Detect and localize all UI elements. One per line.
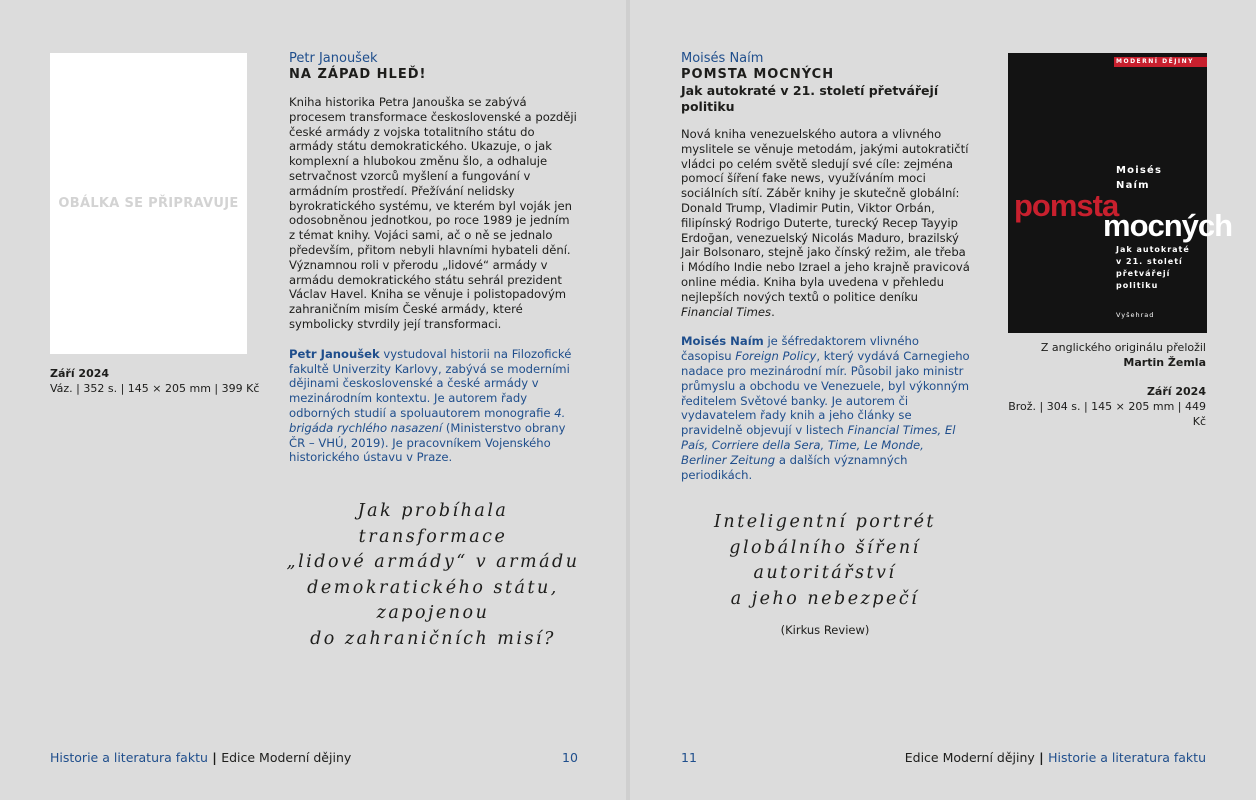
footer-separator: | (1034, 750, 1049, 765)
footer-edition: Edice Moderní dějiny (904, 750, 1035, 765)
footer-category: Historie a literatura faktu (1048, 750, 1206, 765)
cover-title-word: mocných (1103, 208, 1233, 243)
quote-line: autoritářství (753, 563, 897, 583)
bio-name: Moisés Naím (681, 334, 764, 349)
book-meta (1000, 340, 1206, 429)
bio-periodicals: Financial Times, El País, Corriere della Sera, Time, Le Monde, Berliner Zeitung (681, 423, 956, 467)
release-date: Září 2024 (1146, 385, 1206, 398)
author-bio (681, 334, 971, 482)
translator-label: Z anglického originálu přeložil (1040, 341, 1206, 354)
footer-left (50, 750, 351, 766)
author-bio (289, 347, 579, 465)
footer-separator: | (207, 750, 222, 765)
cover-subtitle (1116, 244, 1190, 292)
bio-work-title: 4. brigáda rychlého nasazení (289, 405, 566, 435)
bio-text: a dalších významných periodikách. (681, 452, 908, 482)
book-description (681, 127, 971, 319)
cover-publisher: Vyšehrad (1116, 311, 1155, 319)
cover-placeholder (50, 53, 247, 354)
author-name: Moisés Naím (681, 51, 764, 66)
quote-source: (Kirkus Review) (780, 623, 870, 637)
book-title: POMSTA MOCNÝCH (681, 67, 835, 82)
description-text: . (771, 304, 775, 319)
description-text: Nová kniha venezuelského autora a vlivného myslitele se věnuje metodám, jakými autokratičtí vládci po celém světě sledují své cíle: zejména pomocí šíření fake news, využíváním moci sociálních sítí. Záběr knihy je skutečně globální: Donald Trump, Vladimir Putin, Viktor Orbán, filipínský Rodrigo Duterte, turecký Recep Tayyip Erdoğan, venezuelský Nicolás Maduro, brazilský Jair Bolsonaro, stejně jako čínský režim, ale třeba i Módího Indie nebo Izrael a jeho krajně pravicová online média. Kniha byla uvedena v přehledu nejlepších nových textů o politice deníku (681, 127, 970, 304)
cover-subtitle-line: přetvářejí (1116, 269, 1171, 278)
book-subtitle: Jak autokraté v 21. století přetvářejí politiku (681, 83, 939, 114)
quote-line: Inteligentní portrét (714, 512, 936, 532)
quote-line: do zahraničních misí? (310, 628, 556, 649)
quote-line: demokratického státu, (307, 577, 559, 598)
left-page (0, 0, 626, 800)
quote-line: transformace (358, 526, 508, 547)
footer-category: Historie a literatura faktu (50, 750, 208, 765)
page-number: 11 (681, 750, 697, 765)
bio-work-title: Foreign Policy (735, 349, 817, 364)
bio-text: , který vydává Carnegieho nadace pro mezinárodní mír. Působil jako ministr průmyslu a obchodu ve Venezuele, byl výkonným ředitelem Světové banky. Je autorem či vydavatelem řady knih a jeho články se pravidelně objevují v listech (681, 349, 970, 438)
quote-line: a jeho nebezpečí (730, 588, 920, 609)
cover-series: MODERNÍ DĚJINY (1116, 58, 1195, 65)
quote-line: zapojenou (376, 603, 490, 623)
book-title: NA ZÁPAD HLEĎ! (289, 67, 427, 82)
cover-author (1116, 163, 1162, 193)
footer-right (905, 750, 1206, 766)
book-entry-naim (681, 51, 971, 482)
bio-name: Petr Janoušek (289, 346, 380, 361)
release-date: Září 2024 (50, 367, 110, 380)
book-cover (1008, 53, 1233, 333)
description-italic: Financial Times (681, 304, 772, 319)
cover-subtitle-line: v 21. století (1116, 257, 1183, 266)
cover-title-word: pomsta (1014, 188, 1119, 223)
quote-line: „lidové armády“ v armádu (286, 552, 580, 572)
pull-quote (690, 510, 960, 612)
cover-subtitle-line: politiku (1116, 281, 1159, 290)
translator-name: Martin Žemla (1123, 356, 1206, 369)
book-specs: Váz. | 352 s. | 145 × 205 mm | 399 Kč (50, 382, 260, 395)
cover-author-line: Naím (1116, 180, 1150, 191)
quote-line: Jak probíhala (357, 501, 509, 521)
cover-author-line: Moisés (1116, 165, 1163, 176)
pull-quote (250, 499, 616, 652)
cover-placeholder-text: OBÁLKA SE PŘIPRAVUJE (58, 196, 239, 211)
bio-text: (Ministerstvo obrany ČR – VHÚ, 2019). Je pracovníkem Vojenského historického ústavu v Praze. (289, 420, 566, 465)
book-meta (50, 366, 259, 396)
footer-edition: Edice Moderní dějiny (221, 750, 352, 765)
bio-text: vystudoval historii na Filozofické fakultě Univerzity Karlovy, zabývá se moderními dějinami československé a české armády v mezinárodním kontextu. Je autorem řady odborných studií a spoluautorem monografie (289, 346, 572, 420)
book-description: Kniha historika Petra Janouška se zabývá procesem transformace československé a později české armády z vojska totalitního státu do armády státu demokratického. Ukazuje, o jak komplexní a hlubokou změnu šlo, a odhaluje setrvačnost vzorců myšlení a fungování v armádním prostředí. Přežívání nelidsky byrokratického systému, ve kterém byl voják jen odosobněnou jednotkou, po roce 1989 je jedním z témat knihy. Vojáci sami, ač o ně se jednalo především, přitom nebyli hlavními hybateli dění. Významnou roli v přerodu „lidové“ armády v armádu demokratického státu sehrál prezident Václav Havel. Kniha se věnuje i polistopadovým zahraničním misím České armády, které symbolicky stvrdily její transformaci. (289, 95, 577, 331)
page-number: 10 (562, 750, 578, 765)
author-name: Petr Janoušek (289, 51, 378, 66)
book-entry-janousek (289, 51, 579, 465)
book-specs: Brož. | 304 s. | 145 × 205 mm | 449 Kč (1008, 400, 1206, 428)
bio-text: je šéfredaktorem vlivného časopisu (681, 334, 919, 364)
cover-subtitle-line: Jak autokraté (1116, 245, 1190, 254)
quote-line: globálního šíření (729, 537, 921, 558)
